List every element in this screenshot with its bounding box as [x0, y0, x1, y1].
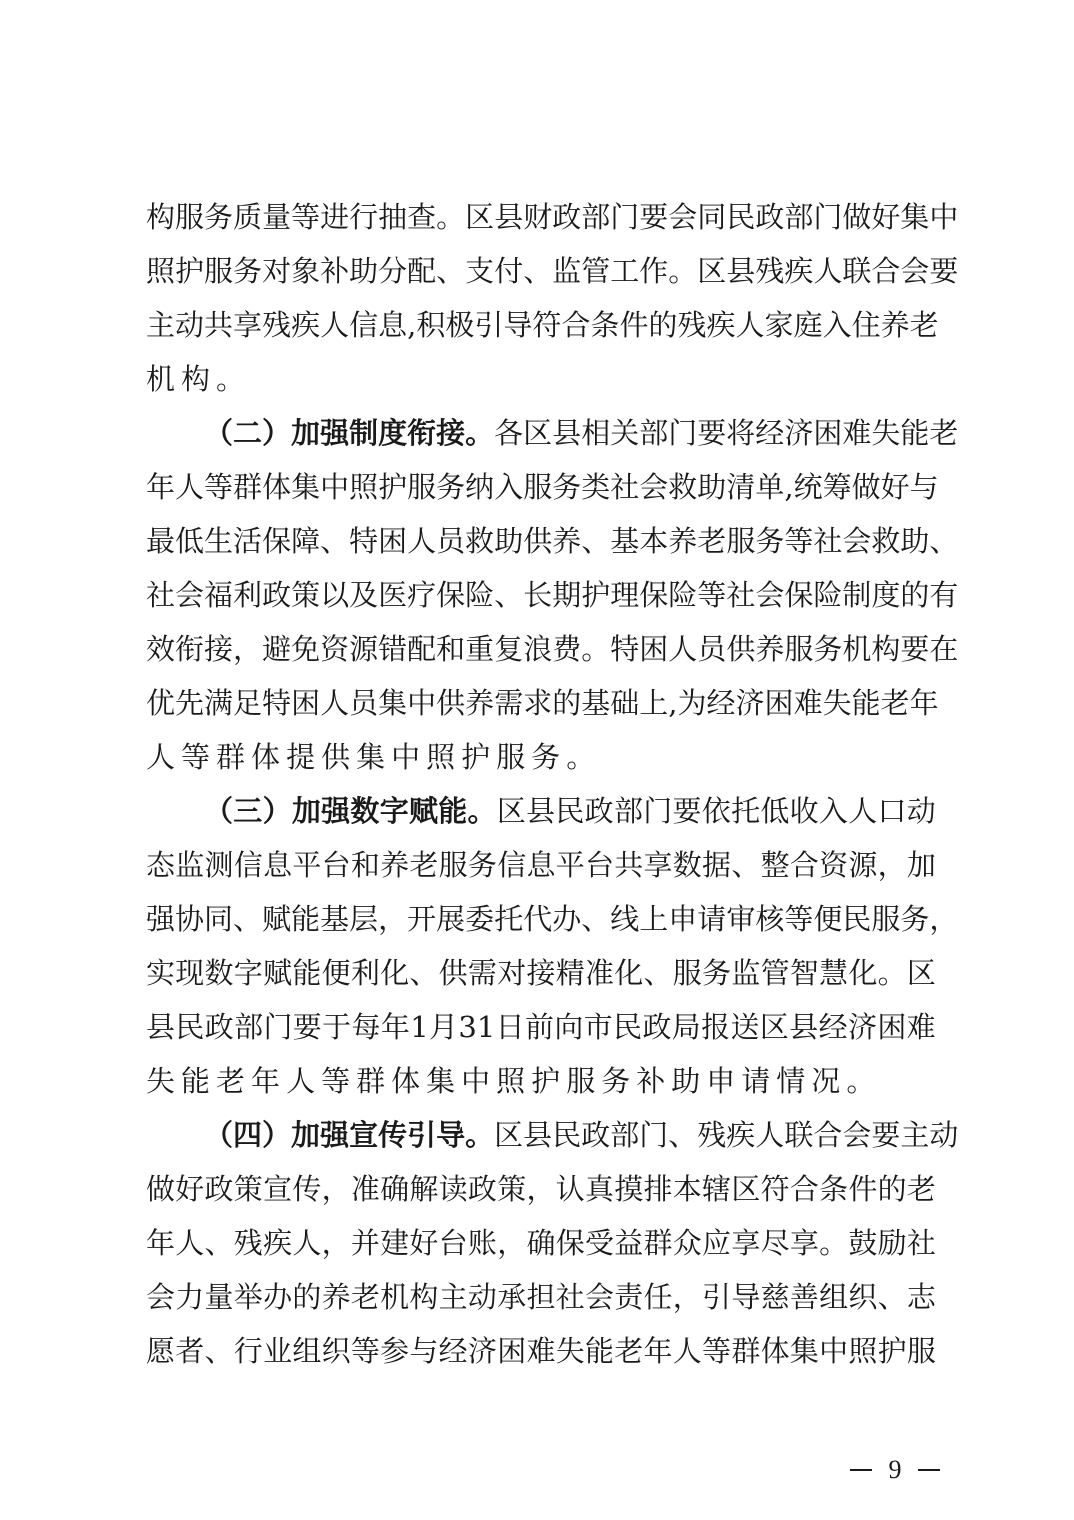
text-line: 照 护 服 务 对 象 补 助 分 配 、 支 付 、 监 管 工 作 。 区 县 残 疾 人 联 合 会 要	[146, 254, 959, 288]
page-number-left-dash	[850, 1469, 872, 1471]
page-number	[850, 1452, 940, 1488]
text-line: 做 好 政 策 宣 传 ， 准 确 解 读 政 策 ， 认 真 摸 排 本 辖 区 符 合 条 件 的 老	[146, 1172, 936, 1206]
text-line: 优 先 满 足 特 困 人 员 集 中 供 养 需 求 的 基 础 上 , 为 经 济 困 难 失 能 老 年	[146, 686, 939, 720]
page-number-value: 9	[888, 1455, 902, 1484]
text-line: 会 力 量 举 办 的 养 老 机 构 主 动 承 担 社 会 责 任 ， 引 导 慈 善 组 织 、 志	[146, 1280, 936, 1314]
page-number-right-dash	[918, 1469, 940, 1471]
text-line: 县 民 政 部 门 要 于 每 年 1 月 31 日 前 向 市 民 政 局 报 送 区 县 经 济 困 难	[146, 1010, 936, 1044]
text-line: （ 四 ） 加 强 宣 传 引 导 。 区 县 民 政 部 门 、 残 疾 人 联 合 会 要 主 动	[204, 1118, 959, 1152]
text-line: 最 低 生 活 保 障 、 特 困 人 员 救 助 供 养 、 基 本 养 老 服 务 等 社 会 救 助 、	[146, 524, 959, 558]
text-line: 主 动 共 享 残 疾 人 信 息 , 积 极 引 导 符 合 条 件 的 残 疾 人 家 庭 入 住 养 老	[146, 308, 939, 342]
text-line: 年 人 、 残 疾 人 ， 并 建 好 台 账 ， 确 保 受 益 群 众 应 享 尽 享 。 鼓 励 社	[146, 1226, 936, 1260]
text-line: （ 三 ） 加 强 数 字 赋 能 。 区 县 民 政 部 门 要 依 托 低 收 入 人 口 动	[204, 794, 936, 828]
text-line: 机 构 。	[146, 362, 246, 396]
text-line: 强 协 同 、 赋 能 基 层 ， 开 展 委 托 代 办 、 线 上 申 请 审 核 等 便 民 服 务 ，	[146, 902, 959, 936]
text-line: 态 监 测 信 息 平 台 和 养 老 服 务 信 息 平 台 共 享 数 据 、 整 合 资 源 ， 加	[146, 848, 936, 882]
text-line: 实 现 数 字 赋 能 便 利 化 、 供 需 对 接 精 准 化 、 服 务 监 管 智 慧 化 。 区	[146, 956, 936, 990]
text-line: 人 等 群 体 提 供 集 中 照 护 服 务 。	[146, 740, 596, 774]
text-line: 社 会 福 利 政 策 以 及 医 疗 保 险 、 长 期 护 理 保 险 等 社 会 保 险 制 度 的 有	[146, 578, 959, 612]
text-line: 年 人 等 群 体 集 中 照 护 服 务 纳 入 服 务 类 社 会 救 助 清 单 , 统 筹 做 好 与	[146, 470, 939, 504]
text-line: 失 能 老 年 人 等 群 体 集 中 照 护 服 务 补 助 申 请 情 况 。	[146, 1064, 876, 1098]
body-text	[146, 190, 959, 1378]
text-line: （ 二 ） 加 强 制 度 衔 接 。 各 区 县 相 关 部 门 要 将 经 济 困 难 失 能 老	[204, 416, 959, 450]
text-line: 效 衔 接 ， 避 免 资 源 错 配 和 重 复 浪 费 。 特 困 人 员 供 养 服 务 机 构 要 在	[146, 632, 959, 666]
text-line: 愿 者 、 行 业 组 织 等 参 与 经 济 困 难 失 能 老 年 人 等 群 体 集 中 照 护 服	[146, 1334, 936, 1368]
text-line: 构 服 务 质 量 等 进 行 抽 查 。 区 县 财 政 部 门 要 会 同 民 政 部 门 做 好 集 中	[146, 200, 959, 234]
